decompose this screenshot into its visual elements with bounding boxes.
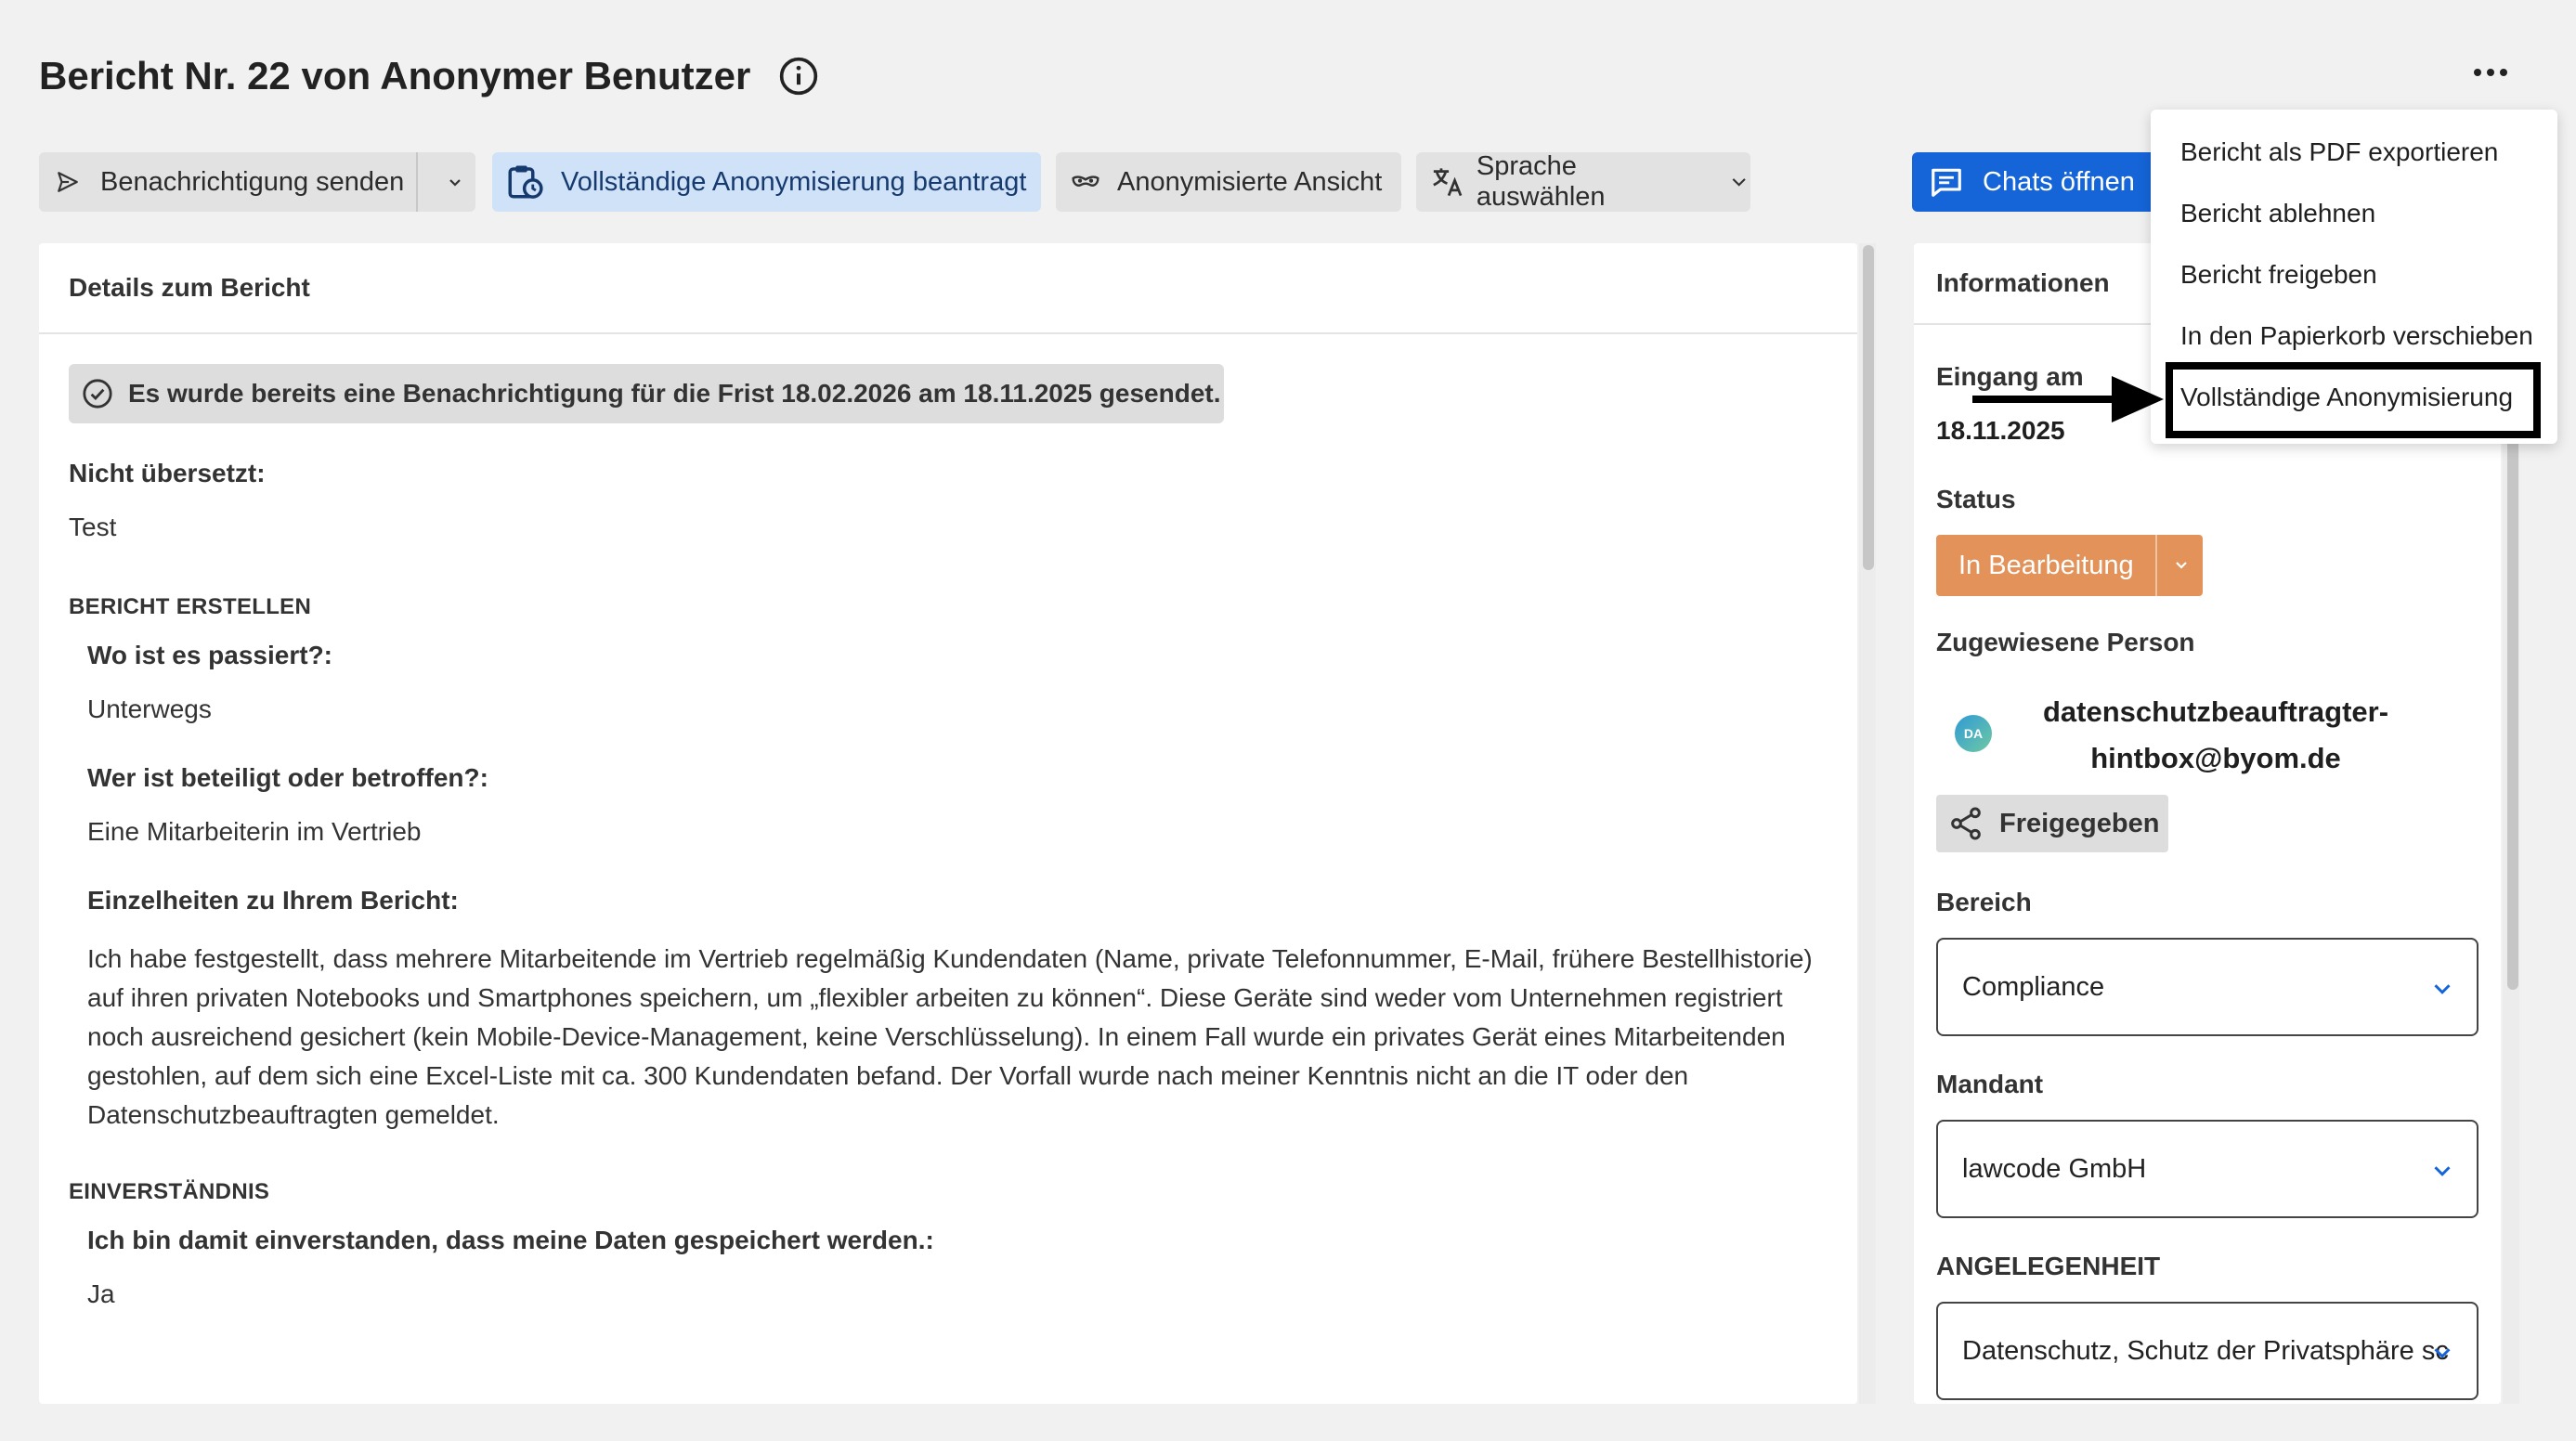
- anonymized-view-label: Anonymisierte Ansicht: [1117, 166, 1383, 197]
- check-circle-icon: [82, 378, 113, 409]
- page-title-text: Bericht Nr. 22 von Anonymer Benutzer: [39, 54, 751, 97]
- anonymization-requested-button[interactable]: [492, 152, 1041, 212]
- highlight-box: [2166, 362, 2541, 438]
- chevron-down-icon: [2428, 975, 2456, 1003]
- details-line: gestohlen, auf dem sich eine Excel-Liste mit ca. 300 Kundendaten befand. Der Vorfall wurde nach meiner Kenntnis nicht an die IT oder den: [87, 1061, 1689, 1090]
- matter-select[interactable]: [1936, 1302, 2478, 1400]
- page-title: [39, 54, 819, 98]
- client-select[interactable]: [1936, 1120, 2478, 1218]
- assigned-person-line: datenschutzbeauftragter-: [2042, 695, 2389, 728]
- open-chats-button[interactable]: [1912, 152, 2153, 212]
- anonymized-view-button[interactable]: [1056, 152, 1401, 212]
- status-value: In Bearbeitung: [1958, 550, 2134, 580]
- assigned-person-email: [2021, 689, 2411, 782]
- area-label: Bereich: [1936, 888, 2032, 916]
- more-options-button[interactable]: [2466, 54, 2515, 91]
- chat-icon: [1929, 164, 1964, 200]
- report-details-title: Details zum Bericht: [39, 243, 1857, 334]
- matter-label: ANGELEGENHEIT: [1936, 1252, 2161, 1280]
- send-notification-label: Benachrichtigung senden: [100, 166, 405, 197]
- chevron-down-icon: [2170, 553, 2192, 576]
- not-translated-value: Test: [69, 513, 117, 541]
- notification-notice-text: Es wurde bereits eine Benachrichtigung für die Frist 18.02.2026 am 18.11.2025 gesendet.: [128, 379, 1221, 408]
- section-consent: EINVERSTÄNDNIS: [69, 1179, 270, 1204]
- share-icon: [1947, 805, 1984, 842]
- assigned-person-line: hintbox@byom.de: [2090, 742, 2341, 774]
- section-create-report: BERICHT ERSTELLEN: [69, 594, 312, 619]
- status-dropdown[interactable]: [1936, 535, 2203, 596]
- menu-item-release-report[interactable]: Bericht freigeben: [2180, 260, 2377, 289]
- avatar: DA: [1955, 715, 1992, 752]
- received-value: 18.11.2025: [1936, 416, 2065, 445]
- details-line: Ich habe festgestellt, dass mehrere Mitarbeitende im Vertrieb regelmäßig Kundendaten (Name, private Telefonnummer, E-Mail, frühere Bestellhistorie): [87, 944, 1813, 973]
- more-dot: [2500, 69, 2507, 76]
- question-details-value: [87, 940, 1852, 1135]
- details-line: Datenschutzbeauftragten gemeldet.: [87, 1100, 500, 1129]
- chevron-down-icon: [1727, 170, 1750, 194]
- shared-label: Freigegeben: [1999, 808, 2160, 838]
- info-scrollbar-thumb[interactable]: [2507, 436, 2518, 990]
- client-label: Mandant: [1936, 1070, 2044, 1098]
- received-label: Eingang am: [1936, 362, 2084, 391]
- consent-question-label: Ich bin damit einverstanden, dass meine Daten gespeichert werden.:: [87, 1226, 934, 1254]
- question-where-label: Wo ist es passiert?:: [87, 641, 333, 669]
- menu-item-move-to-trash[interactable]: In den Papierkorb verschieben: [2180, 321, 2533, 350]
- not-translated-label: Nicht übersetzt:: [69, 459, 266, 487]
- menu-item-export-pdf[interactable]: Bericht als PDF exportieren: [2180, 137, 2499, 166]
- question-where-value: Unterwegs: [87, 695, 212, 723]
- details-line: noch ausreichend gesichert (kein Mobile-Device-Management, keine Verschlüsselung). In einem Fall wurde ein privates Gerät eines Mitarbeitenden: [87, 1022, 1786, 1051]
- question-involved-label: Wer ist beteiligt oder betroffen?:: [87, 763, 488, 792]
- send-notification-button[interactable]: [39, 152, 475, 212]
- consent-question-value: Ja: [87, 1279, 115, 1308]
- mask-icon: [1071, 167, 1100, 197]
- chevron-down-icon: [2428, 1157, 2456, 1185]
- translate-icon: [1429, 163, 1465, 201]
- client-value: lawcode GmbH: [1962, 1153, 2147, 1184]
- send-icon: [56, 170, 80, 194]
- status-label: Status: [1936, 485, 2016, 513]
- arrow-right-icon: [1972, 374, 2166, 424]
- select-language-button[interactable]: [1416, 152, 1750, 212]
- assigned-person-label: Zugewiesene Person: [1936, 628, 2195, 656]
- select-language-label: Sprache auswählen: [1476, 151, 1606, 212]
- question-involved-value: Eine Mitarbeiterin im Vertrieb: [87, 817, 422, 846]
- more-horizontal-icon: [2474, 69, 2481, 76]
- shared-button[interactable]: [1936, 795, 2168, 852]
- matter-value: Datenschutz, Schutz der Privatsphäre sc: [1962, 1335, 2449, 1366]
- main-scrollbar-thumb[interactable]: [1863, 245, 1874, 570]
- clipboard-clock-icon: [505, 162, 544, 201]
- status-divider: [2155, 535, 2157, 596]
- area-value: Compliance: [1962, 971, 2105, 1002]
- menu-item-reject-report[interactable]: Bericht ablehnen: [2180, 199, 2376, 227]
- open-chats-label: Chats öffnen: [1983, 166, 2135, 197]
- more-dot: [2487, 69, 2494, 76]
- details-line: auf ihren privaten Notebooks und Smartphones speichern, um „flexibler arbeiten zu können“. Diese Geräte sind weder vom Unternehmen registriert: [87, 983, 1783, 1012]
- chevron-down-icon: [2428, 1339, 2456, 1367]
- anonymization-requested-label: Vollständige Anonymisierung beantragt: [561, 166, 1027, 197]
- info-icon[interactable]: [778, 56, 819, 97]
- chevron-down-icon[interactable]: [444, 171, 466, 193]
- menu-item-full-anonymization[interactable]: Vollständige Anonymisierung: [2180, 383, 2514, 411]
- question-details-label: Einzelheiten zu Ihrem Bericht:: [87, 886, 459, 915]
- notification-notice: [69, 364, 1224, 423]
- button-divider: [416, 152, 418, 212]
- report-details-card: [39, 243, 1857, 1404]
- info-panel-title: Informationen: [1914, 243, 2501, 325]
- area-select[interactable]: [1936, 938, 2478, 1036]
